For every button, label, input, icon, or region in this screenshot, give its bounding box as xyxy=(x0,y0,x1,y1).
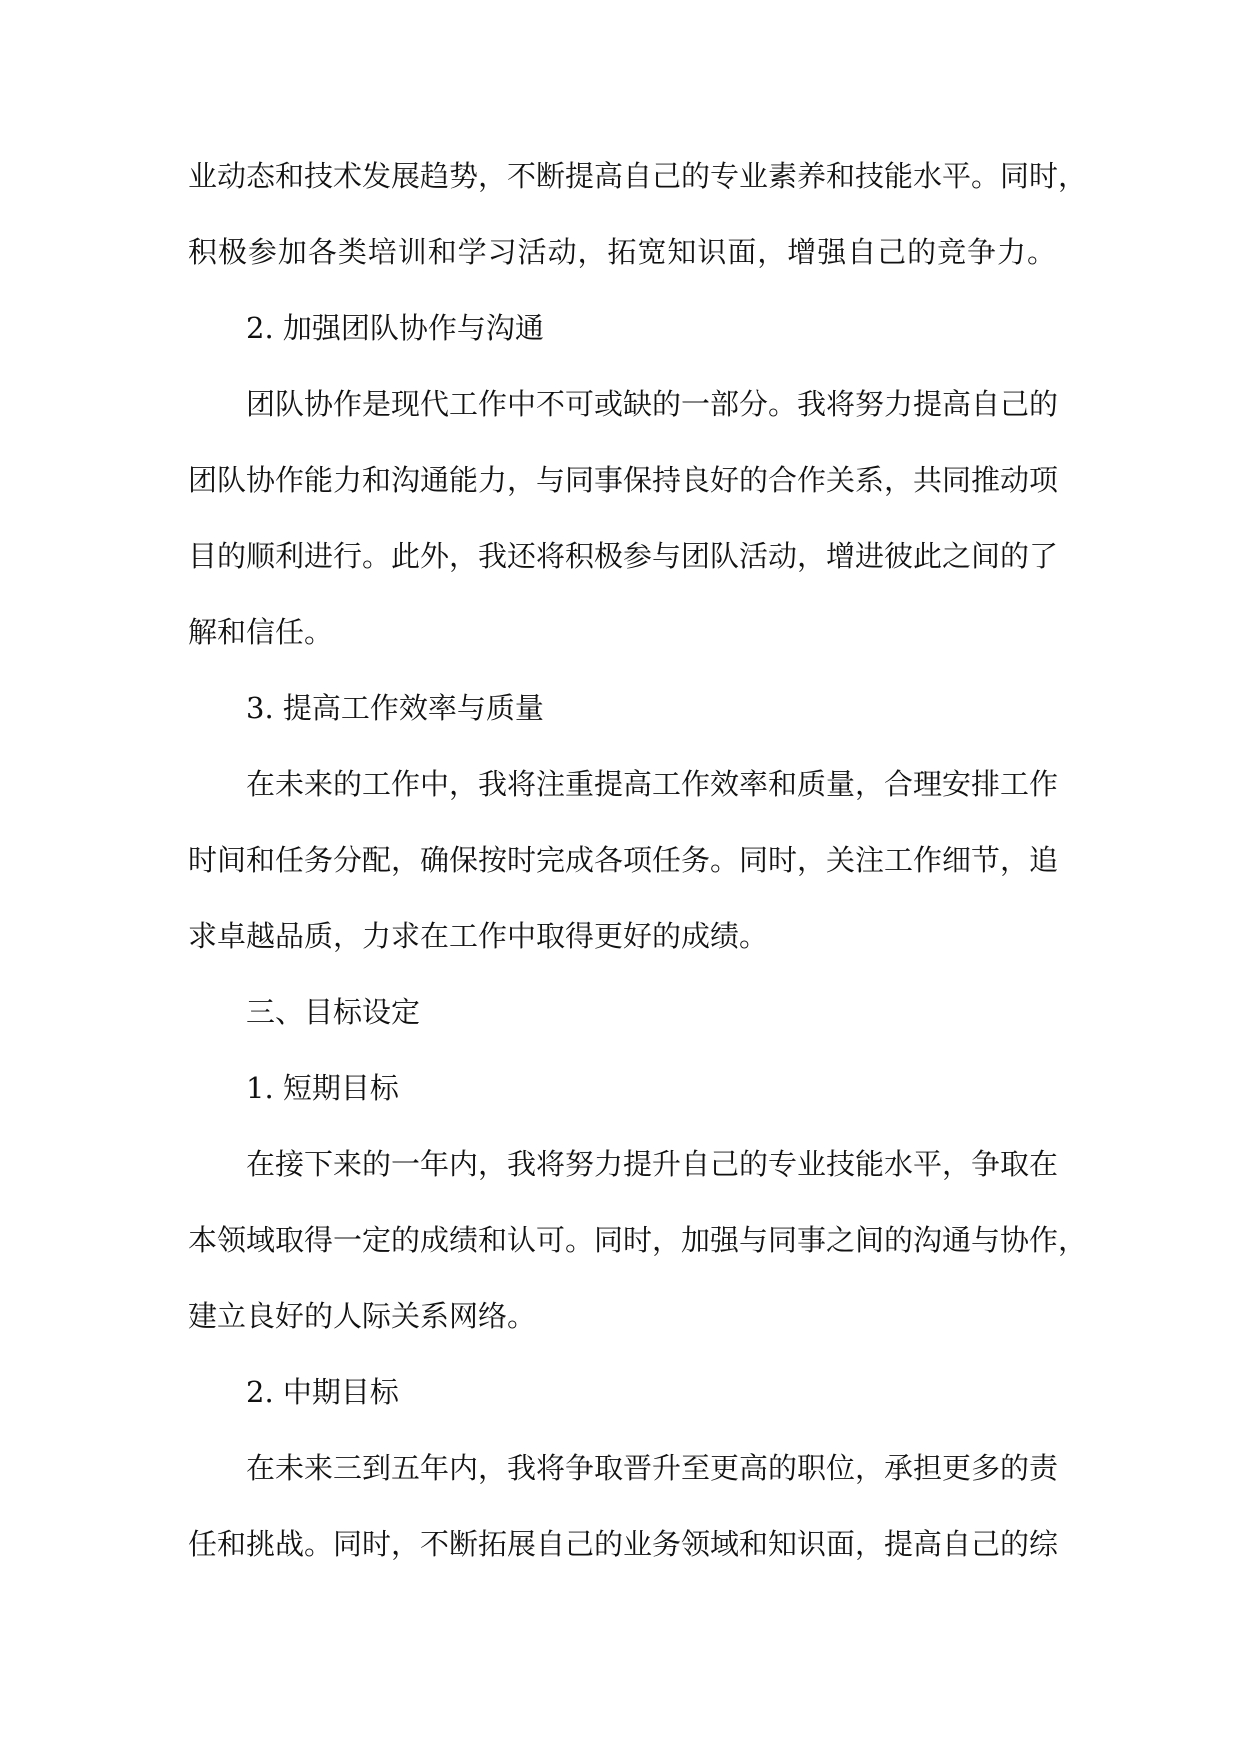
body-text-line: 建立良好的人际关系网络。 xyxy=(188,1299,537,1333)
document-page xyxy=(188,138,1088,1582)
body-text-line: 业动态和技术发展趋势，不断提高自己的专业素养和技能水平。同时， xyxy=(188,159,1088,193)
chapter-heading: 三、目标设定 xyxy=(246,995,421,1029)
section-heading: 3. 提高工作效率与质量 xyxy=(246,691,544,725)
body-text-line: 求卓越品质，力求在工作中取得更好的成绩。 xyxy=(188,919,769,953)
body-text-line: 积极参加各类培训和学习活动，拓宽知识面，增强自己的竞争力。 xyxy=(188,235,1056,269)
section-heading: 2. 加强团队协作与沟通 xyxy=(246,311,544,345)
body-text-line: 团队协作能力和沟通能力，与同事保持良好的合作关系，共同推动项 xyxy=(188,463,1059,497)
body-text-line: 在未来三到五年内，我将争取晋升至更高的职位，承担更多的责 xyxy=(246,1451,1059,1485)
section-heading: 2. 中期目标 xyxy=(246,1375,399,1409)
body-text-line: 本领域取得一定的成绩和认可。同时，加强与同事之间的沟通与协作， xyxy=(188,1223,1088,1257)
section-heading: 1. 短期目标 xyxy=(246,1071,399,1105)
body-text-line: 目的顺利进行。此外，我还将积极参与团队活动，增进彼此之间的了 xyxy=(188,539,1059,573)
body-text-line: 解和信任。 xyxy=(188,615,334,649)
body-text-line: 任和挑战。同时，不断拓展自己的业务领域和知识面，提高自己的综 xyxy=(188,1527,1059,1561)
body-text-line: 在接下来的一年内，我将努力提升自己的专业技能水平，争取在 xyxy=(246,1147,1059,1181)
body-text-line: 团队协作是现代工作中不可或缺的一部分。我将努力提高自己的 xyxy=(246,387,1059,421)
body-text-line: 在未来的工作中，我将注重提高工作效率和质量，合理安排工作 xyxy=(246,767,1059,801)
body-text-line: 时间和任务分配，确保按时完成各项任务。同时，关注工作细节，追 xyxy=(188,843,1059,877)
